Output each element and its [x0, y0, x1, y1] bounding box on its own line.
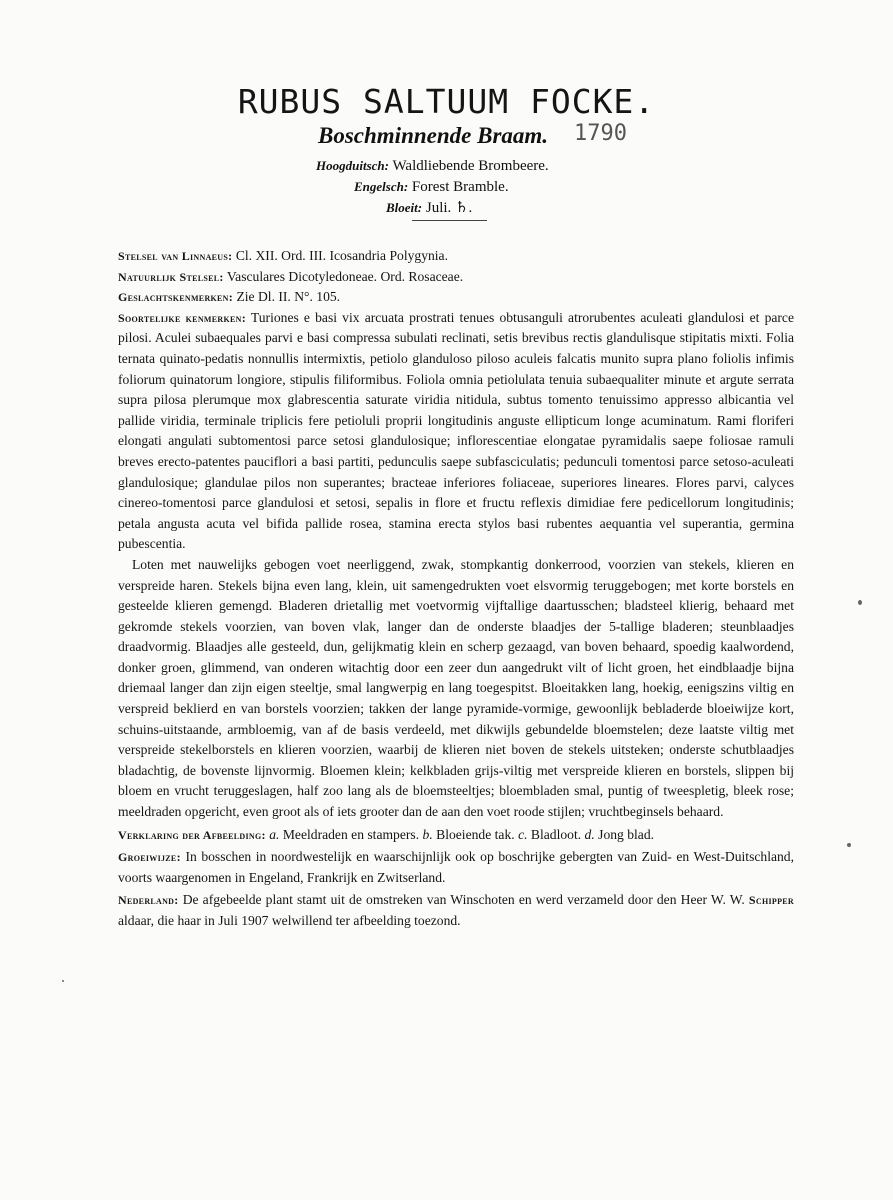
- paper-speck: [858, 600, 862, 605]
- dutch-name-text: Boschminnende Braam.: [318, 123, 549, 148]
- section-text: De afgebeelde plant stamt uit de omstreken van Winschoten en werd verzameld door den Heer W. W.: [182, 892, 745, 908]
- page-title: RUBUS SALTUUM FOCKE.: [237, 82, 656, 121]
- figure-explanation: [118, 825, 794, 846]
- classification-linnaeus: [118, 246, 794, 267]
- common-name-value: Waldliebende Brombeere.: [392, 158, 549, 174]
- genus-characters: [118, 287, 794, 308]
- section-text: Zie Dl. II. N°. 105.: [236, 289, 341, 305]
- common-name-label: Engelsch:: [354, 179, 409, 194]
- figure-letter: d.: [584, 826, 595, 842]
- common-name-english: [354, 176, 509, 198]
- classification-natural: [118, 267, 794, 288]
- common-name-value: Juli. ♄.: [425, 200, 473, 216]
- latin-description: Turiones e basi vix arcuata prostrati tenues obtusanguli atrorubentes aculeati glandulosi et parce pilosi. Aculei subaequales parvi e basi compressa subulati reclinati, setis brevibus rectis glandulisque stipitatis mixti. Folia ternata quinato-pedatis nonnullis intermixtis, petiolo glanduloso piloso aculeis falcatis munito supra plano foliolis infimis foliorum quinatorum longiore, stipulis filiformibus. Foliola omnia petiolulata tenuia subaequaliter minute et argute serrata supra pilosa plerumque mox glabrescentia saturate viridia nitidula, subtus tomento tenuissimo appresso albicantia vel pallide viridia, terminale triplicis fere petioluli proprii longitudinis anguste ellipticum longe acuminatum. Rami floriferi elongati angulati subtomentosi parce setosi glandulosique; inflorescentiae elongatae pyramidalis saepe foliosae ramuli breves erecto-patentes pauciflori a basi partiti, pedunculis saepe subfasciculatis; pedunculi tomentosi parce setoso-aculeati glandulosique; glandulae pilos non superantes; bracteae inferiores foliaceae, superiores lineares. Flores parvi, calyces cinereo-tomentosi parce glandulosi et setosi, sepalis in flore et fructu reflexis dimidiae fere pedicellorum longitudinis; petala angusta acuta vel bifida pallide rosea, stamina erecta stylos basi rubentes aequantia vel superantia, germina pubescentia.: [118, 309, 795, 552]
- figure-letter: c.: [518, 826, 528, 842]
- section-text: Cl. XII. Ord. III. Icosandria Polygynia.: [235, 248, 448, 263]
- figure-caption: Bladloot.: [530, 826, 582, 842]
- section-label: Nederland:: [118, 893, 179, 908]
- dutch-name: [318, 122, 768, 150]
- dutch-description: Loten met nauwelijks gebogen voet neerliggend, zwak, stompkantig donkerrood, voorzien van stekels, klieren en verspreide haren. Stekels bijna even lang, klein, uit samengedrukten voet elsvormig teruggebogen; met korte borstels en gesteelde klieren gemengd. Bladeren drietallig met voetvormig vijftallige daartusschen; bladsteel klierig, behaard met gekromde stekels voorzien, van boven vlak, langer dan de onderste blaadjes der 5-tallige bladeren; steunblaadjes draadvormig. Blaadjes alle gesteeld, dun, gelijkmatig klein en scherp gezaagd, van boven behaard, spoedig kaalwordend, donker groen, glimmend, van onderen witachtig door een zeer dun aangedrukt vilt of licht groen, het eindblaadje bijna driemaal langer dan zijn eigen steeltje, smal langwerpig en lang toegespitst. Bloeitakken lang, hoekig, eenigszins viltig en verspreid beklierd en van borstels voorzien; takken der lange pyramide-vormige, gewoonlijk bebladerde bloeiwijze kort, schuins-uitstaande, armbloemig, van af de basis verdeeld, met dikwijls gebundelde bloemstelen; deze laatste viltig met verspreide stekelborstels en klieren voorzien, waarbij de klieren niet boven de stekels uitsteken; onderste schutblaadjes bladachtig, de bovenste lijnvormig. Bloemen klein; kelkbladen grijs-viltig met verspreide klieren en borstels, slippen bij bloem en vrucht teruggeslagen, half zoo lang als de bloemsteeltjes; bloembladen smal, puntig of tweespletig, bleek rose; meeldraden opgericht, even groot als of iets grooter dan de aan den voet roode stijlen; vruchtbeginsels behaard.: [118, 556, 794, 820]
- section-text: aldaar, die haar in Juli 1907 welwillend ter afbeelding toezond.: [118, 913, 461, 928]
- habitat: [118, 847, 794, 888]
- species-characters: [118, 308, 794, 555]
- netherlands-note: [118, 890, 794, 931]
- figure-caption: Bloeiende tak.: [436, 826, 515, 842]
- figure-caption: Meeldraden en stampers.: [282, 826, 420, 842]
- section-label: Verklaring der Afbeelding:: [118, 827, 266, 842]
- paper-speck: [62, 980, 64, 982]
- title-divider: [412, 220, 487, 221]
- main-text: [118, 246, 794, 932]
- common-name-label: Bloeit:: [386, 200, 423, 215]
- section-text: In bosschen in noordwestelijk en waarschijnlijk ook op boschrijke gebergten van Zuid- en West-Duitschland, voorts waargenomen in Engeland, Frankrijk en Zwitserland.: [118, 849, 795, 885]
- section-label: Soortelijke kenmerken:: [118, 310, 246, 325]
- figure-caption: Jong blad.: [598, 826, 655, 842]
- figure-letter: a.: [269, 826, 280, 842]
- flowering-time: [386, 197, 472, 219]
- section-label: Groeiwijze:: [118, 850, 181, 865]
- figure-letter: b.: [422, 826, 433, 842]
- paper-speck: [847, 843, 851, 847]
- collector-name: Schipper: [748, 893, 794, 908]
- plate-number: 1790: [574, 121, 627, 146]
- common-name-value: Forest Bramble.: [411, 179, 509, 195]
- section-label: Geslachtskenmerken:: [118, 290, 234, 305]
- section-label: Natuurlijk Stelsel:: [118, 269, 224, 284]
- section-text: Vasculares Dicotyledoneae. Ord. Rosaceae.: [226, 268, 464, 284]
- common-name-label: Hoogduitsch:: [316, 158, 389, 173]
- section-label: Stelsel van Linnaeus:: [118, 249, 233, 263]
- common-name-german: [316, 155, 549, 177]
